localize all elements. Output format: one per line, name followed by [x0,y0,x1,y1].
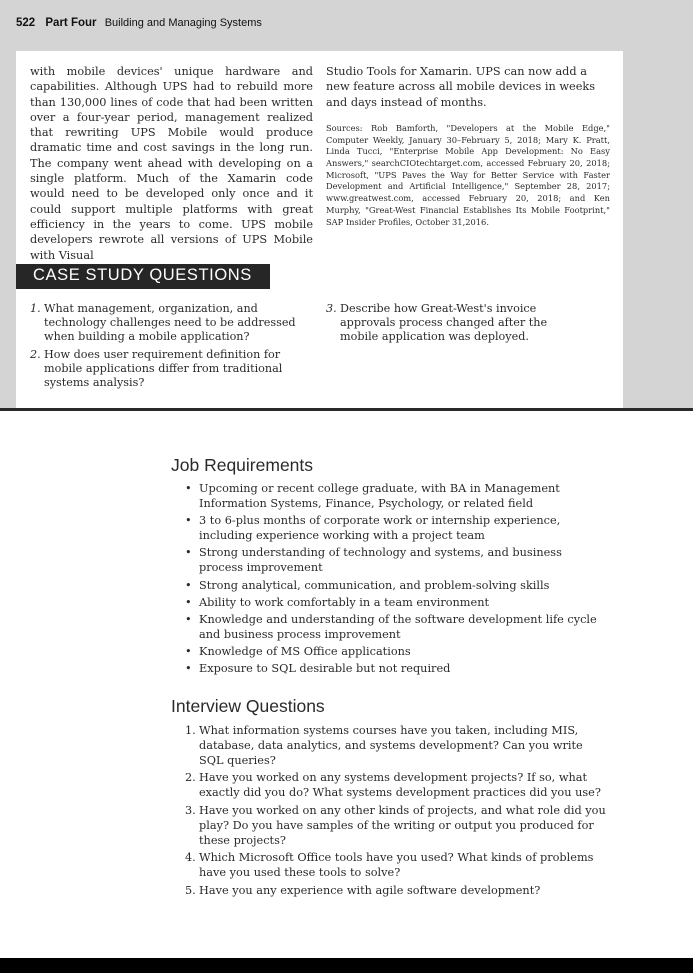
part-label: Part Four [45,17,97,29]
list-item-text: What information systems courses have you taken, including MIS, database, data analytics, and systems development? Can you write SQL queries? [199,724,583,767]
list-item-number: 5. [185,883,196,897]
list-item-text: 3 to 6-plus months of corporate work or internship experience, including experience working with a project team [199,514,561,543]
case-question-text: How does user requirement definition for mobile applications differ from traditional systems analysis? [44,348,283,390]
interview-questions-list [185,723,607,900]
bullet-icon: • [185,612,192,626]
list-item-number: 2. [185,771,196,785]
list-item [185,545,605,575]
bullet-icon: • [185,662,192,676]
list-item [185,770,607,800]
case-question-2 [30,348,310,391]
list-item [185,723,607,768]
page-divider [0,408,693,411]
bullet-icon: • [185,546,192,560]
list-item-text: Knowledge and understanding of the software development life cycle and business process improvement [199,612,597,641]
list-item [185,578,605,593]
bullet-icon: • [185,645,192,659]
list-item-text: Strong understanding of technology and systems, and business process improvement [199,546,562,575]
list-item-text: Have you any experience with agile software development? [199,883,541,897]
page-number: 522 [16,17,36,29]
case-question-number: 1. [30,302,41,315]
list-item [185,883,607,898]
case-question-number: 3. [326,302,337,315]
bullet-icon: • [185,514,192,528]
list-item [185,481,605,511]
list-item-text: Upcoming or recent college graduate, with BA in Management Information Systems, Finance, Psychology, or related field [199,482,560,510]
case-paragraph-right: Studio Tools for Xamarin. UPS can now add a new feature across all mobile devices in weeks and days instead of months. [326,65,596,109]
list-item [185,850,607,880]
case-question-1 [30,302,310,345]
job-requirements-list [185,481,605,679]
case-questions-title: CASE STUDY QUESTIONS [33,266,252,284]
case-question-text: Describe how Great-West's invoice approvals process changed after the mobile application was deployed. [340,302,548,344]
case-question-number: 2. [30,348,41,361]
list-item-number: 3. [185,803,196,817]
bullet-icon: • [185,482,192,495]
page-header [16,17,262,29]
bottom-edge-bar [0,958,693,973]
list-item-text: Ability to work comfortably in a team environment [199,595,490,609]
case-text-right-column [326,64,610,228]
section-label: Building and Managing Systems [104,17,262,29]
case-question-text: What management, organization, and technology challenges need to be addressed when building a mobile application? [44,302,296,344]
list-item-text: Have you worked on any other kinds of projects, and what role did you play? Do you have samples of the writing or output you produced for these projects? [199,803,606,847]
list-item [185,513,605,543]
job-requirements-heading: Job Requirements [171,455,314,475]
list-item-text: Have you worked on any systems development projects? If so, what exactly did you do? What systems development practices did you use? [199,771,601,800]
list-item-number: 4. [185,851,196,865]
case-question-3 [326,302,586,345]
case-text-left-column [30,64,313,263]
list-item [185,661,605,676]
list-item [185,644,605,659]
list-item [185,595,605,610]
list-item [185,803,607,848]
list-item-text: Which Microsoft Office tools have you used? What kinds of problems have you used these tools to solve? [199,851,594,880]
case-paragraph-left: with mobile devices' unique hardware and capabilities. Although UPS had to rebuild more than 130,000 lines of code that had been written over a four-year period, management realized that rewriting UPS Mobile would produce dramatic time and cost savings in the long run. The company went ahead with developing on a single platform. Much of the Xamarin code would need to be developed only once and it could support multiple platforms with great efficiency in the years to come. UPS mobile developers rewrote all versions of UPS Mobile with Visual [30,65,313,262]
list-item-number: 1. [185,724,196,737]
list-item [185,612,605,642]
list-item-text: Knowledge of MS Office applications [199,645,411,659]
list-item-text: Exposure to SQL desirable but not required [199,662,451,676]
bullet-icon: • [185,595,192,609]
interview-questions-heading: Interview Questions [171,696,325,716]
bullet-icon: • [185,578,192,592]
list-item-text: Strong analytical, communication, and problem-solving skills [199,578,550,592]
case-sources: Sources: Rob Bamforth, "Developers at the Mobile Edge," Computer Weekly, January 30–February 5, 2018; Mary K. Pratt, Linda Tucci, "Enterprise Mobile App Development: No Easy Answers," searchCIOtechtarget.com, accessed February 20, 2018; Microsoft, "UPS Paves the Way for Better Service with Faster Development and Artificial Intelligence," September 28, 2017; www.greatwest.com, accessed February 20, 2018; and Ken Murphy, "Great-West Financial Establishes Its Mobile Footprint," SAP Insider Profiles, October 31,2016. [326,122,610,227]
